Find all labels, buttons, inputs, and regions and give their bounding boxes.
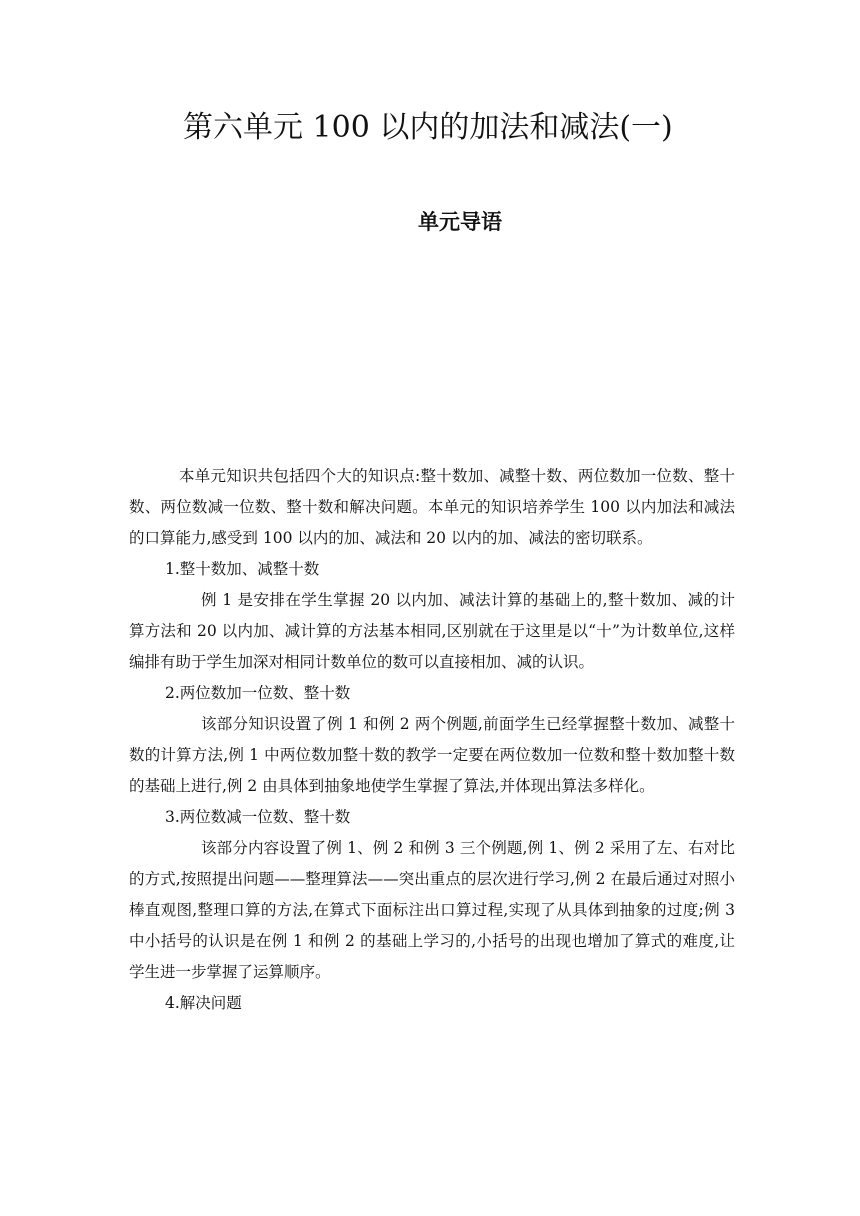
subsection-body-3: 该部分内容设置了例 1、例 2 和例 3 三个例题,例 1、例 2 采用了左、右对比的方式,按照提出问题——整理算法——突出重点的层次进行学习,例 2 在最后通过对照小棒直观图,整理口算的方法,在算式下面标注出口算过程,实现了从具体到抽象的过度;例 3 中小括号的认识是在例 1 和例 2 的基础上学习的,小括号的出现也增加了算式的难度,让学生进一步掌握了运算顺序。 xyxy=(129,839,735,981)
subsection-heading-2: 2.两位数加一位数、整十数 xyxy=(165,684,351,702)
section-heading: 单元导语 xyxy=(418,210,502,234)
intro-paragraph: 本单元知识共包括四个大的知识点:整十数加、减整十数、两位数加一位数、整十数、两位数减一位数、整十数和解决问题。本单元的知识培养学生 100 以内加法和减法的口算能力,感受到 100 以内的加、减法和 20 以内的加、减法的密切联系。 xyxy=(129,467,735,547)
subsection-body-1: 例 1 是安排在学生掌握 20 以内加、减法计算的基础上的,整十数加、减的计算方法和 20 以内加、减计算的方法基本相同,区别就在于这里是以“十”为计数单位,这样编排有助于学生加深对相同计数单位的数可以直接相加、减的认识。 xyxy=(129,591,735,671)
document-body xyxy=(129,461,735,1019)
subsection-heading-4: 4.解决问题 xyxy=(165,994,242,1012)
subsection-body-2: 该部分知识设置了例 1 和例 2 两个例题,前面学生已经掌握整十数加、减整十数的计算方法,例 1 中两位数加整十数的教学一定要在两位数加一位数和整十数加整十数的基础上进行,例 2 由具体到抽象地使学生掌握了算法,并体现出算法多样化。 xyxy=(129,715,735,795)
subsection-heading-3: 3.两位数减一位数、整十数 xyxy=(165,808,351,826)
document-title: 第六单元 100 以内的加法和减法(一) xyxy=(183,110,673,145)
subsection-heading-1: 1.整十数加、减整十数 xyxy=(165,560,320,578)
